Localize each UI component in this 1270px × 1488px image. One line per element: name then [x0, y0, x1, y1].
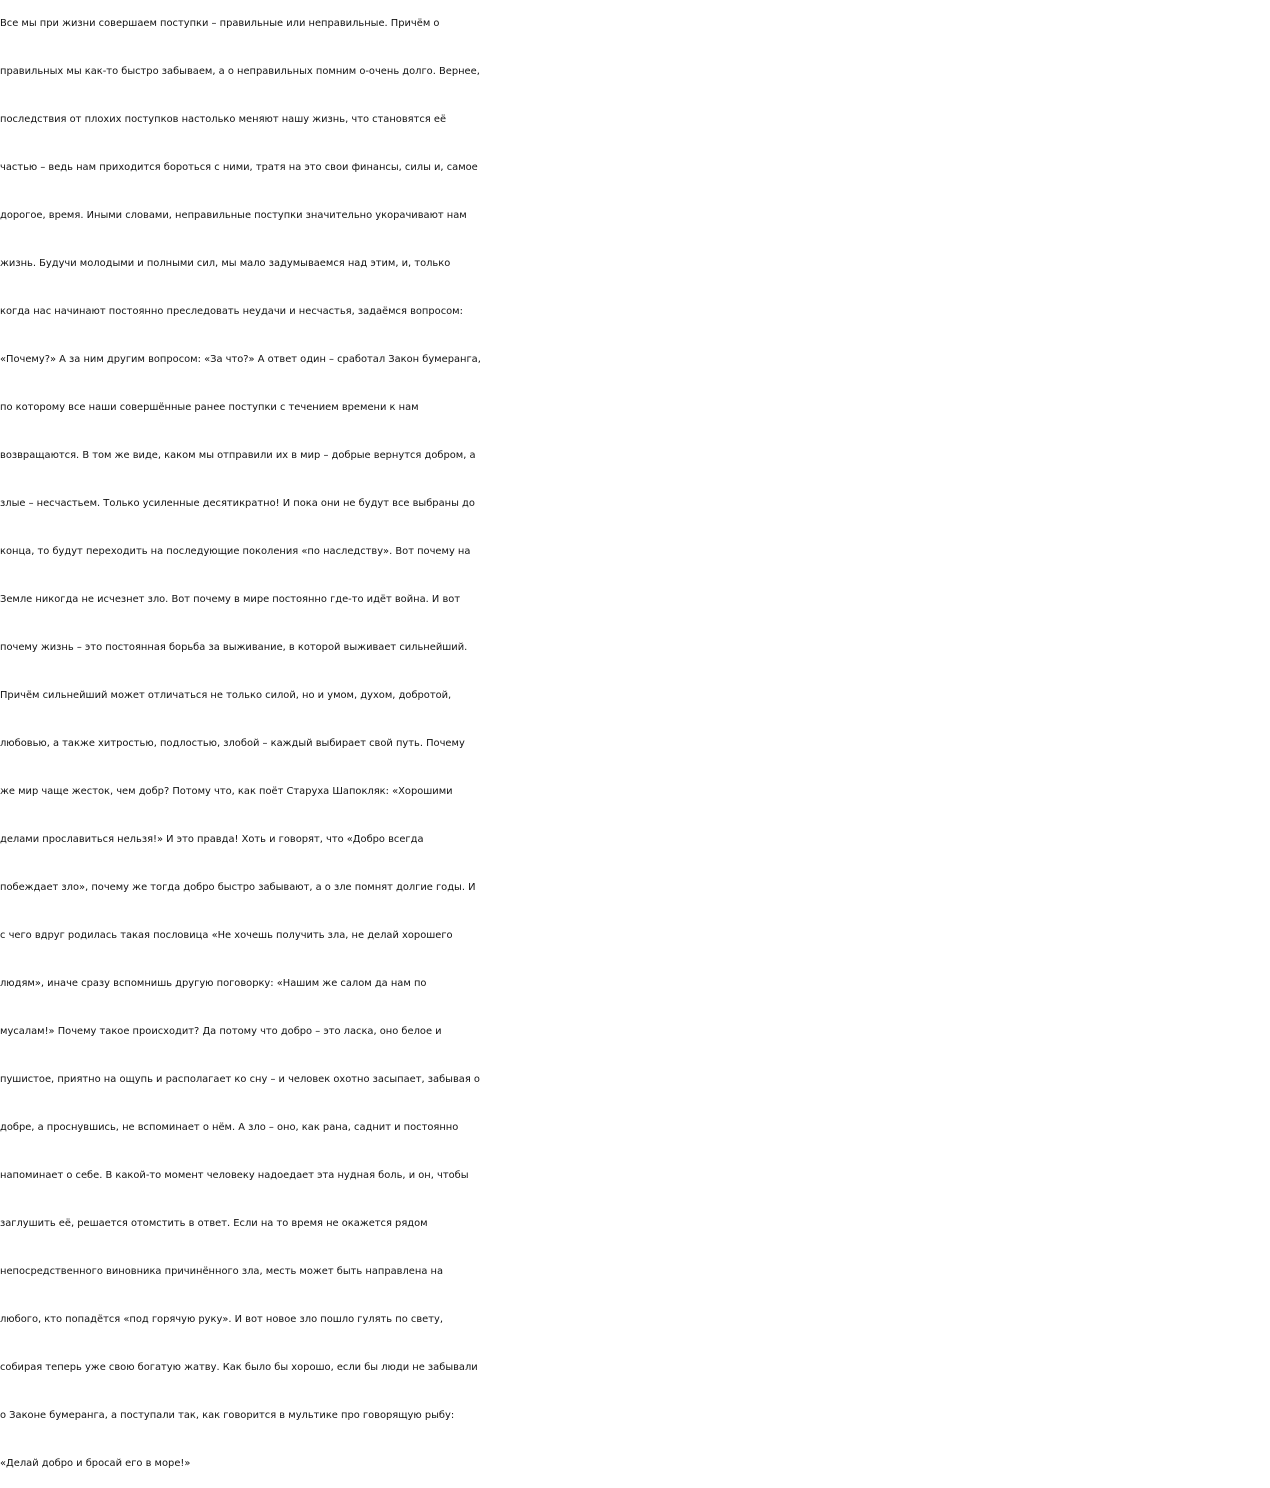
text-line: Причём сильнейший может отличаться не только силой, но и умом, духом, добротой, [0, 690, 452, 701]
text-line: непосредственного виновника причинённого зла, месть может быть направлена на [0, 1266, 444, 1277]
text-line: заглушить её, решается отомстить в ответ. Если на то время не окажется рядом [0, 1218, 428, 1229]
text-line: добре, а проснувшись, не вспоминает о нём. А зло – оно, как рана, саднит и постоянно [0, 1122, 459, 1133]
text-line: правильных мы как-то быстро забываем, а о неправильных помним о-очень долго. Вернее, [0, 66, 480, 77]
text-line: злые – несчастьем. Только усиленные десятикратно! И пока они не будут все выбраны до [0, 498, 475, 509]
text-line: «Делай добро и бросай его в море!» [0, 1458, 191, 1469]
text-line: побеждает зло», почему же тогда добро быстро забывают, а о зле помнят долгие годы. И [0, 882, 476, 893]
text-line: людям», иначе сразу вспомнишь другую поговорку: «Нашим же салом да нам по [0, 978, 427, 989]
text-line: пушистое, приятно на ощупь и располагает ко сну – и человек охотно засыпает, забывая о [0, 1074, 480, 1085]
text-line: Земле никогда не исчезнет зло. Вот почему в мире постоянно где-то идёт война. И вот [0, 594, 461, 605]
text-line: мусалам!» Почему такое происходит? Да потому что добро – это ласка, оно белое и [0, 1026, 442, 1037]
text-line: конца, то будут переходить на последующие поколения «по наследству». Вот почему на [0, 546, 471, 557]
text-line: любовью, а также хитростью, подлостью, злобой – каждый выбирает свой путь. Почему [0, 738, 465, 749]
text-line: частью – ведь нам приходится бороться с ними, тратя на это свои финансы, силы и, самое [0, 162, 478, 173]
text-line: напоминает о себе. В какой-то момент человеку надоедает эта нудная боль, и он, чтобы [0, 1170, 469, 1181]
text-line: «Почему?» А за ним другим вопросом: «За что?» А ответ один – сработал Закон бумеранга, [0, 354, 481, 365]
text-line: жизнь. Будучи молодыми и полными сил, мы мало задумываемся над этим, и, только [0, 258, 451, 269]
text-line: последствия от плохих поступков настолько меняют нашу жизнь, что становятся её [0, 114, 447, 125]
text-line: дорогое, время. Иными словами, неправильные поступки значительно укорачивают нам [0, 210, 467, 221]
text-line: любого, кто попадётся «под горячую руку». И вот новое зло пошло гулять по свету, [0, 1314, 443, 1325]
text-line: собирая теперь уже свою богатую жатву. Как было бы хорошо, если бы люди не забывали [0, 1362, 478, 1373]
text-line: по которому все наши совершённые ранее поступки с течением времени к нам [0, 402, 419, 413]
text-line: когда нас начинают постоянно преследовать неудачи и несчастья, задаёмся вопросом: [0, 306, 463, 317]
text-line: почему жизнь – это постоянная борьба за выживание, в которой выживает сильнейший. [0, 642, 468, 653]
text-line: делами прославиться нельзя!» И это правда! Хоть и говорят, что «Добро всегда [0, 834, 424, 845]
text-line: возвращаются. В том же виде, каком мы отправили их в мир – добрые вернутся добром, а [0, 450, 476, 461]
text-line: же мир чаще жесток, чем добр? Потому что, как поёт Старуха Шапокляк: «Хорошими [0, 786, 453, 797]
text-line: с чего вдруг родилась такая пословица «Не хочешь получить зла, не делай хорошего [0, 930, 453, 941]
text-line: Все мы при жизни совершаем поступки – правильные или неправильные. Причём о [0, 18, 440, 29]
text-line: о Законе бумеранга, а поступали так, как говорится в мультике про говорящую рыбу: [0, 1410, 455, 1421]
